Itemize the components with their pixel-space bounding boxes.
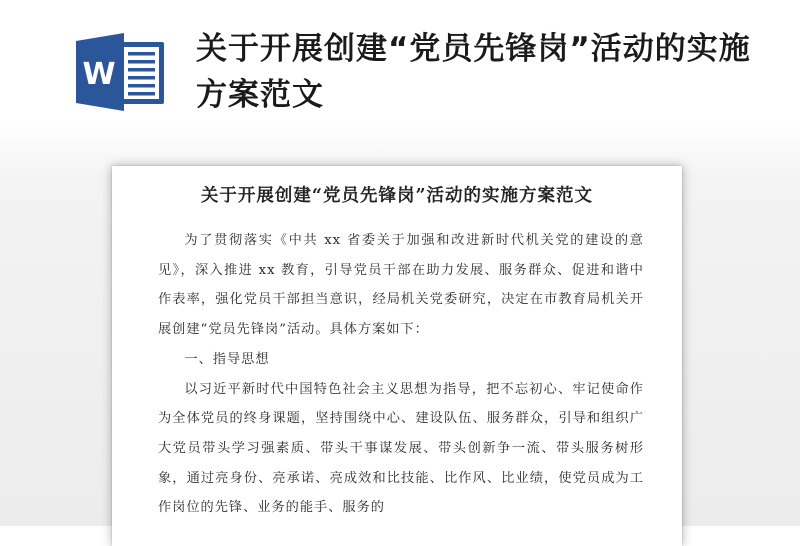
document-preview [112,166,682,546]
document-body [158,226,644,523]
document-paragraph: 为了贯彻落实《中共 xx 省委关于加强和改进新时代机关党的建设的意见》，深入推进 xx 教育，引导党员干部在助力发展、服务群众、促进和谐中作表率，强化党员干部担当意识，经局机关党委研究，决定在市教育局机关开展创建“党员先锋岗”活动。具体方案如下： [158,233,644,338]
section-heading: 一、指导思想 [184,351,270,367]
header-banner [0,0,800,140]
document-title: 关于开展创建“党员先锋岗”活动的实施方案范文 [200,186,594,206]
word-document-icon [74,33,166,111]
document-paragraph: 以习近平新时代中国特色社会主义思想为指导，把不忘初心、牢记使命作为全体党员的终身课题，坚持围绕中心、建设队伍、服务群众，引导和组织广大党员带头学习强素质、带头干事谋发展、带头创新争一流、带头服务树形象，通过亮身份、亮承诺、亮成效和比技能、比作风、比业绩，使党员成为工作岗位的先锋、业务的能手、服务的 [158,381,644,516]
page-title: 关于开展创建“党员先锋岗”活动的实施方案范文 [196,31,751,113]
word-icon-letter: W [82,57,116,92]
